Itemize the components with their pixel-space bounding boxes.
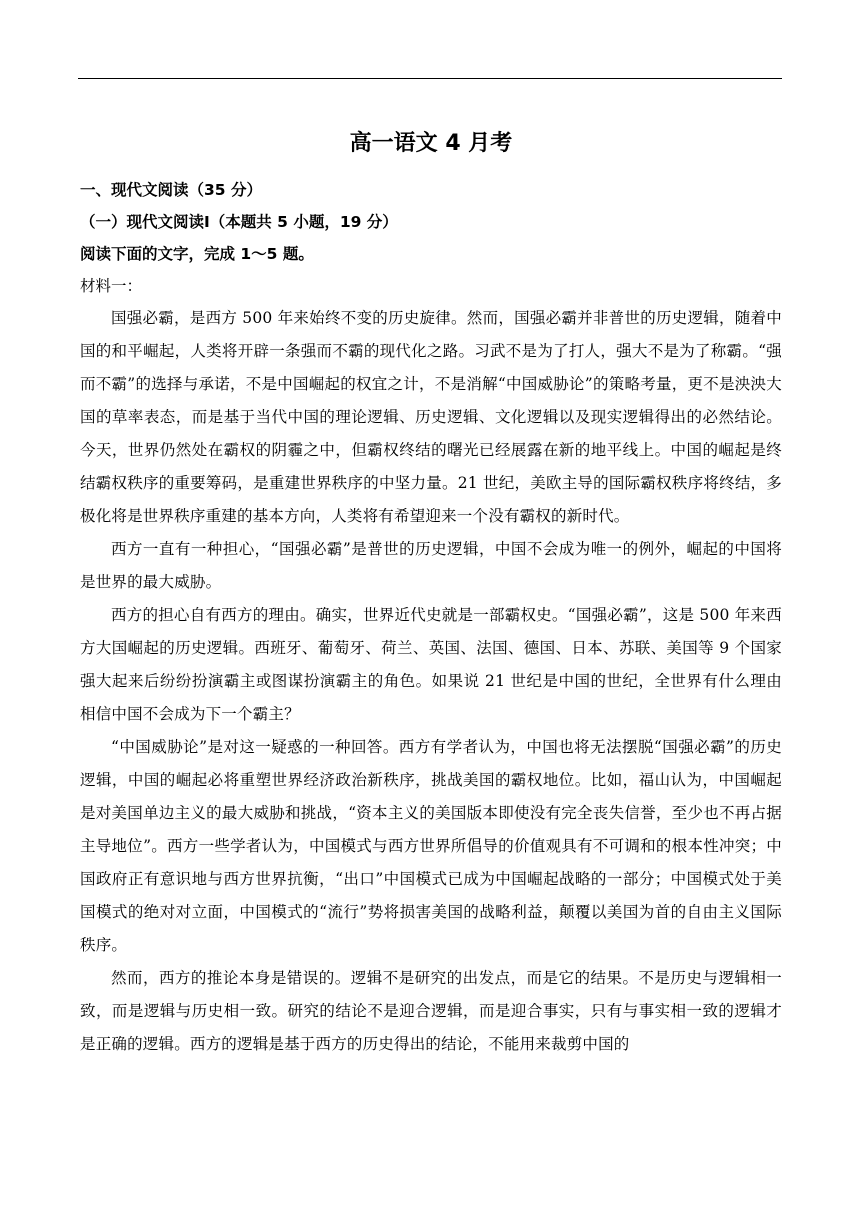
- paragraph: 西方一直有一种担心，“国强必霸”是普世的历史逻辑，中国不会成为唯一的例外，崛起的中国将是世界的最大威胁。: [80, 540, 782, 591]
- exam-title: 高一语文 4 月考: [349, 131, 513, 156]
- subsection-heading: （一）现代文阅读Ⅰ（本题共 5 小题，19 分）: [80, 213, 398, 231]
- paragraph: 国强必霸，是西方 500 年来始终不变的历史旋律。然而，国强必霸并非普世的历史逻辑，随着中国的和平崛起，人类将开辟一条强而不霸的现代化之路。习武不是为了打人，强大不是为了称霸。“强而不霸”的选择与承诺，不是中国崛起的权宜之计，不是消解“中国威胁论”的策略考量，更不是泱泱大国的草率表态，而是基于当代中国的理论逻辑、历史逻辑、文化逻辑以及现实逻辑得出的必然结论。今天，世界仍然处在霸权的阴霾之中，但霸权终结的曙光已经展露在新的地平线上。中国的崛起是终结霸权秩序的重要筹码，是重建世界秩序的中坚力量。21 世纪，美欧主导的国际霸权秩序将终结，多极化将是世界秩序重建的基本方向，人类将有希望迎来一个没有霸权的新时代。: [80, 309, 782, 525]
- exam-page: [80, 120, 782, 1061]
- reading-instruction: 阅读下面的文字，完成 1～5 题。: [80, 245, 314, 263]
- header-rule: [78, 78, 782, 79]
- material-label: 材料一：: [80, 277, 143, 295]
- paragraph: “中国威胁论”是对这一疑惑的一种回答。西方有学者认为，中国也将无法摆脱“国强必霸”的历史逻辑，中国的崛起必将重塑世界经济政治新秩序，挑战美国的霸权地位。比如，福山认为，中国崛起是对美国单边主义的最大威胁和挑战，“资本主义的美国版本即使没有完全丧失信誉，至少也不再占据主导地位”。西方一些学者认为，中国模式与西方世界所倡导的价值观具有不可调和的根本性冲突；中国政府正有意识地与西方世界抗衡，“出口”中国模式已成为中国崛起战略的一部分；中国模式处于美国模式的绝对对立面，中国模式的“流行”势将损害美国的战略利益，颠覆以美国为首的自由主义国际秩序。: [80, 738, 782, 954]
- section-heading: 一、现代文阅读（35 分）: [80, 181, 262, 199]
- paragraph: 西方的担心自有西方的理由。确实，世界近代史就是一部霸权史。“国强必霸”，这是 500 年来西方大国崛起的历史逻辑。西班牙、葡萄牙、荷兰、英国、法国、德国、日本、苏联、美国等 9 个国家强大起来后纷纷扮演霸主或图谋扮演霸主的角色。如果说 21 世纪是中国的世纪，全世界有什么理由相信中国不会成为下一个霸主？: [80, 606, 782, 723]
- paragraph: 然而，西方的推论本身是错误的。逻辑不是研究的出发点，而是它的结果。不是历史与逻辑相一致，而是逻辑与历史相一致。研究的结论不是迎合逻辑，而是迎合事实，只有与事实相一致的逻辑才是正确的逻辑。西方的逻辑是基于西方的历史得出的结论，不能用来裁剪中国的: [80, 969, 782, 1053]
